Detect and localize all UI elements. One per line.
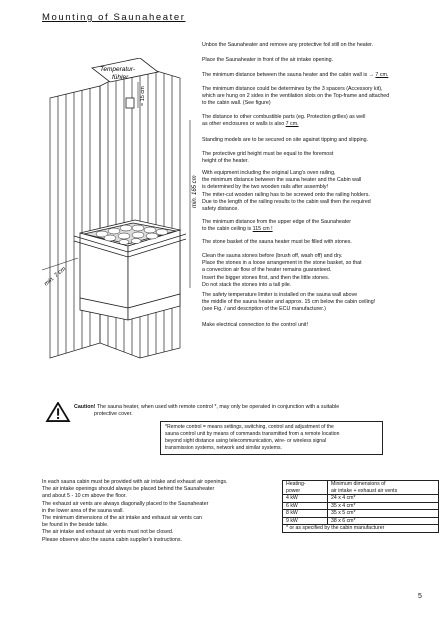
paragraph-line: which are hung on 2 sides in the ventilation slots on the Top-frame and attached [202, 93, 390, 100]
instruction-paragraph [202, 86, 438, 108]
vent-line: The air intake openings should always be placed behind the Saunaheater [42, 486, 215, 493]
caution-body-2: protective cover. [94, 411, 133, 418]
paragraph-line: Make electrical connection to the control unit! [202, 322, 308, 328]
paragraph-line [202, 226, 438, 233]
caution-text [74, 404, 414, 418]
vent-line: in the lower area of the sauna wall. [42, 507, 124, 514]
dimension-cell: 35 x 4 cm* [328, 502, 439, 510]
sensor-label: Temperatur- [100, 66, 136, 73]
remote-control-definition [160, 421, 383, 455]
instruction-paragraph [202, 219, 438, 233]
paragraph-line: the middle of the sauna heater and approx. 15 cm below the cabin ceiling! [202, 299, 376, 306]
remote-line: *Remote control = means settings, switching, control and adjustment of the [165, 424, 334, 430]
power-cell: 9 kW [283, 517, 328, 525]
paragraph-line: to the cabin wall. (See figure) [202, 100, 271, 107]
table-row [283, 517, 439, 525]
paragraph-line [202, 72, 438, 79]
paragraph-line: Do not stack the stones into a tall pile. [202, 281, 292, 288]
power-cell: 4 kW [283, 495, 328, 503]
remote-line: beyond sight distance using telecommunication, wire- or wireless signal [165, 438, 327, 444]
paragraph-line: height of the heater. [202, 158, 249, 165]
caution-body: The sauna heater, when used with remote control *, may only be operated in conjunction with a suitable [95, 404, 340, 410]
paragraph-line [202, 121, 438, 128]
underlined-value: 7 cm. [375, 72, 389, 78]
table-row [283, 495, 439, 503]
vent-line: In each sauna cabin must be provided with air intake and exhaust air openings. [42, 479, 228, 485]
sensor-label-2: fühler [112, 74, 129, 81]
remote-line: transmission systems, network and similar systems. [165, 445, 282, 451]
paragraph-line: Insert the bigger stones first, and then the little stones. [202, 274, 330, 281]
vent-line: The air intake and exhaust air vents must not be closed. [42, 529, 174, 536]
instruction-paragraph [202, 151, 438, 165]
vent-line: and about 5 - 10 cm above the floor. [42, 493, 127, 500]
dim-min-7cm: min. 7 cm [43, 266, 68, 288]
dim-15cm: = 15 cm [140, 86, 146, 106]
paragraph-line: The distance to other combustible parts (eg. Protection grilles) as well [202, 114, 366, 120]
remote-line: sauna control unit by means of commands transmitted from a remote location [165, 431, 340, 437]
paragraph-line-text: as other enclosures or walls is also [202, 121, 286, 128]
paragraph-line: Place the Saunaheater in front of the air intake opening. [202, 57, 334, 63]
vent-line: be found in the beside table. [42, 522, 109, 529]
paragraph-line: The minimum distance from the upper edge of the Saunaheater [202, 219, 351, 225]
paragraph-line: With equipment including the original Lang's oven railing, [202, 170, 336, 176]
table-row [283, 502, 439, 510]
paragraph-line: Unbox the Saunaheater and remove any protective foil still on the heater. [202, 42, 374, 48]
instruction-paragraph [202, 170, 438, 213]
caution-label: Caution! [74, 404, 96, 410]
paragraph-line: The stone basket of the sauna heater must be filled with stones. [202, 239, 352, 245]
paragraph-line: The protective grid height must be equal to the foremost [202, 151, 334, 157]
paragraph-line: the minimum distance between the sauna heater and the Cabin wall [202, 177, 362, 184]
paragraph-line: (see Fig. / and description of the ECU manufacturer.) [202, 306, 326, 313]
underlined-value: 115 cm ! [252, 226, 273, 233]
power-cell: 6 kW [283, 502, 328, 510]
instruction-paragraph [202, 57, 438, 64]
dimension-cell: 24 x 4 cm* [328, 495, 439, 503]
instruction-paragraph [202, 137, 438, 144]
table-footnote: * or as specified by the cabin manufacturer [283, 525, 439, 533]
vent-line: The exhaust air vents are always diagonally placed to the Saunaheater [42, 500, 209, 507]
paragraph-line: Standing models are to be secured on site against tipping and slipping. [202, 137, 369, 143]
page-number: 5 [418, 593, 422, 600]
paragraph-line: The safety temperature limiter is installed on the sauna wall above [202, 292, 358, 298]
paragraph-line: is determined by the two wooden rails after assembly! [202, 184, 329, 191]
paragraph-line: Due to the length of the railing results to the cabin wall then the required [202, 198, 371, 205]
paragraph-line: The minimum distance could be determines by the 3 spacers (Accessory kit), [202, 86, 383, 92]
paragraph-line: a convection air flow of the heater remains guaranteed. [202, 267, 332, 274]
instruction-paragraph [202, 114, 438, 128]
ventilation-text [42, 479, 267, 544]
paragraph-line: The miter-cut wooden railing has to be screwed onto the railing holders. [202, 191, 370, 198]
table-header-row [283, 481, 439, 495]
paragraph-line: Place the stones in a loose arrangement in the stone basket, so that [202, 260, 362, 267]
vent-dimensions-table [282, 480, 439, 533]
paragraph-line: safety distance. [202, 206, 239, 213]
vent-line: Please observe also the sauna cabin supplier's instructions. [42, 536, 182, 543]
header-power: Heating- power [283, 481, 328, 495]
vent-line: The minimum dimensions of the air intake and exhaust air vents can [42, 515, 202, 522]
page-title: Mounting of Saunaheater [42, 12, 186, 23]
table-row [283, 510, 439, 518]
warning-icon [45, 402, 71, 422]
paragraph-line-text: The minimum distance between the sauna heater and the cabin wall is → [202, 72, 376, 78]
sauna-heater-figure [40, 58, 200, 388]
instruction-paragraph [202, 72, 438, 79]
underlined-value: 7 cm. [285, 121, 299, 128]
paragraph-line-text: to the cabin ceiling is [202, 226, 253, 233]
dimension-cell: 35 x 5 cm* [328, 510, 439, 518]
table-footnote-row [283, 525, 439, 533]
power-cell: 8 kW [283, 510, 328, 518]
instruction-paragraph [202, 322, 438, 329]
dimension-cell: 38 x 6 cm* [328, 517, 439, 525]
header-dimensions: Minimum dimensions of air intake + exhaust air vents [328, 481, 439, 495]
instruction-paragraph [202, 292, 438, 314]
instruction-paragraph [202, 239, 438, 246]
dim-min-165cm: min. 165 cm [192, 175, 198, 208]
instruction-paragraph [202, 253, 438, 289]
paragraph-line: Clean the sauna stones before (brush off, wash off) and dry. [202, 253, 343, 259]
instruction-paragraph [202, 42, 438, 49]
